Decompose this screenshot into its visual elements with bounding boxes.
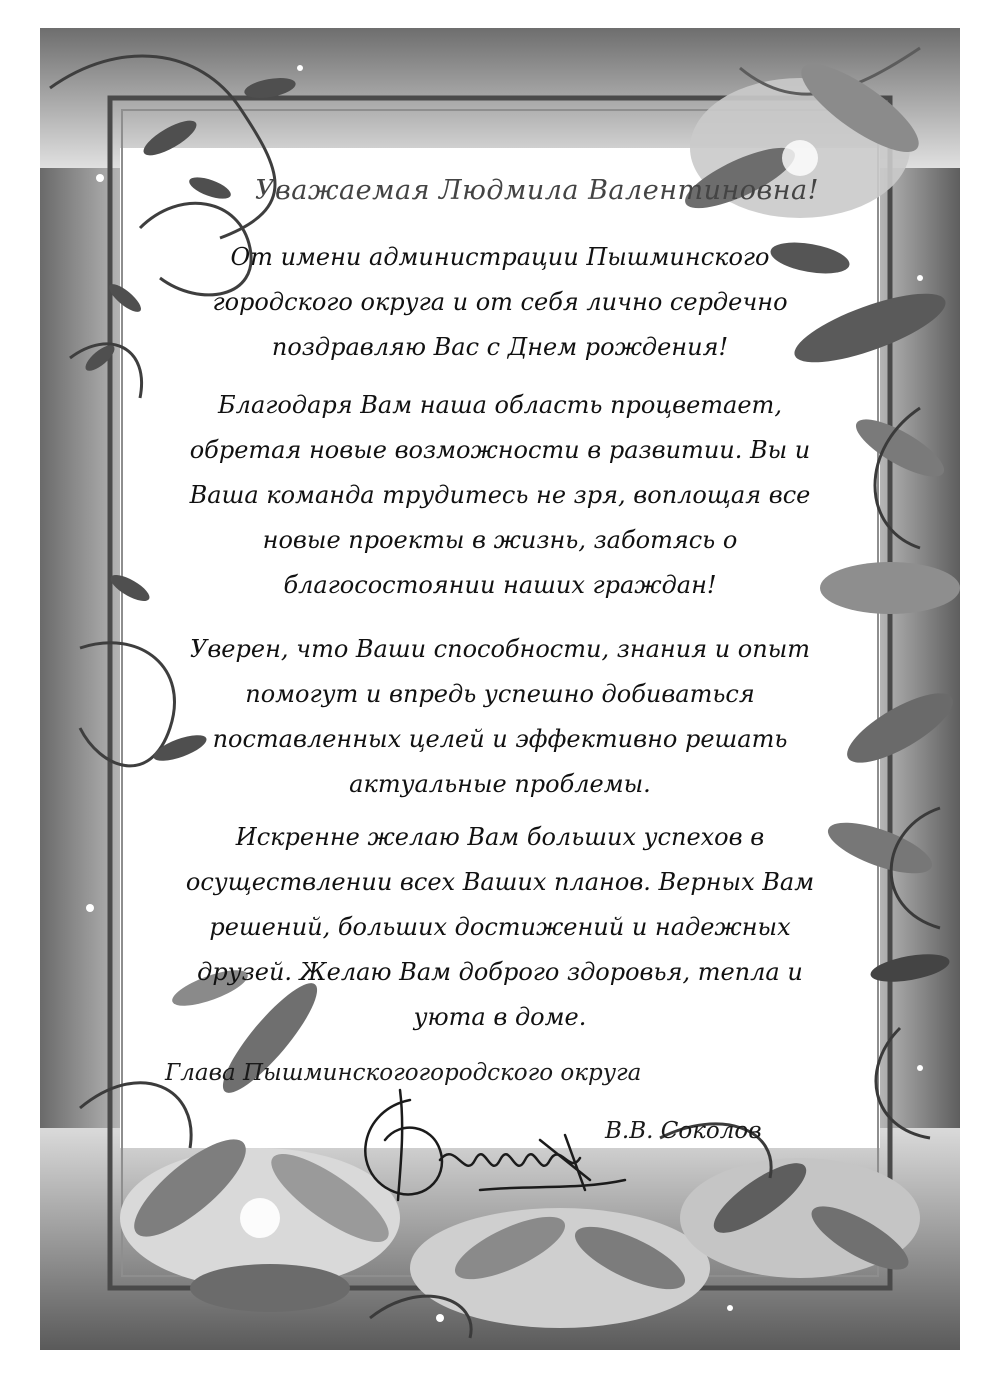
paragraph-congratulation (160, 235, 840, 370)
paragraph-line: новые проекты в жизнь, заботясь о (262, 526, 738, 554)
paragraph-line: решений, больших достижений и надежных (209, 913, 791, 941)
paragraph-line: друзей. Желаю Вам доброго здоровья, тепла и (197, 958, 803, 986)
paragraph-line: городского округа и от себя лично сердечно (212, 288, 788, 316)
paragraph-line: Искренне желаю Вам больших успехов в (235, 823, 765, 851)
signoff-title: Глава Пышминскогогородского округа (165, 1060, 642, 1086)
paragraph-line: Ваша команда трудитесь не зря, воплощая все (189, 481, 811, 509)
paragraph-line: поставленных целей и эффективно решать (212, 725, 788, 753)
greeting-heading: Уважаемая Людмила Валентиновна! (255, 175, 819, 206)
paragraph-line: поздравляю Вас с Днем рождения! (271, 333, 729, 361)
paragraph-line: обретая новые возможности в развитии. Вы и (189, 436, 811, 464)
handwritten-signature (340, 1080, 630, 1210)
signoff-name: В.В. Соколов (605, 1118, 762, 1144)
paragraph-line: Благодаря Вам наша область процветает, (218, 391, 782, 419)
paragraph-confidence (160, 627, 840, 807)
paragraph-gratitude (160, 383, 840, 608)
paragraph-line: уюта в доме. (413, 1003, 587, 1031)
paragraph-wishes (160, 815, 840, 1040)
letter-body (160, 175, 840, 1075)
paragraph-line: помогут и впредь успешно добиваться (245, 680, 755, 708)
paragraph-line: благосостоянии наших граждан! (283, 571, 717, 599)
paragraph-line: осуществлении всех Ваших планов. Верных Вам (185, 868, 815, 896)
paragraph-line: От имени администрации Пышминского (230, 243, 770, 271)
paragraph-line: Уверен, что Ваши способности, знания и опыт (189, 635, 811, 663)
paragraph-line: актуальные проблемы. (349, 770, 651, 798)
